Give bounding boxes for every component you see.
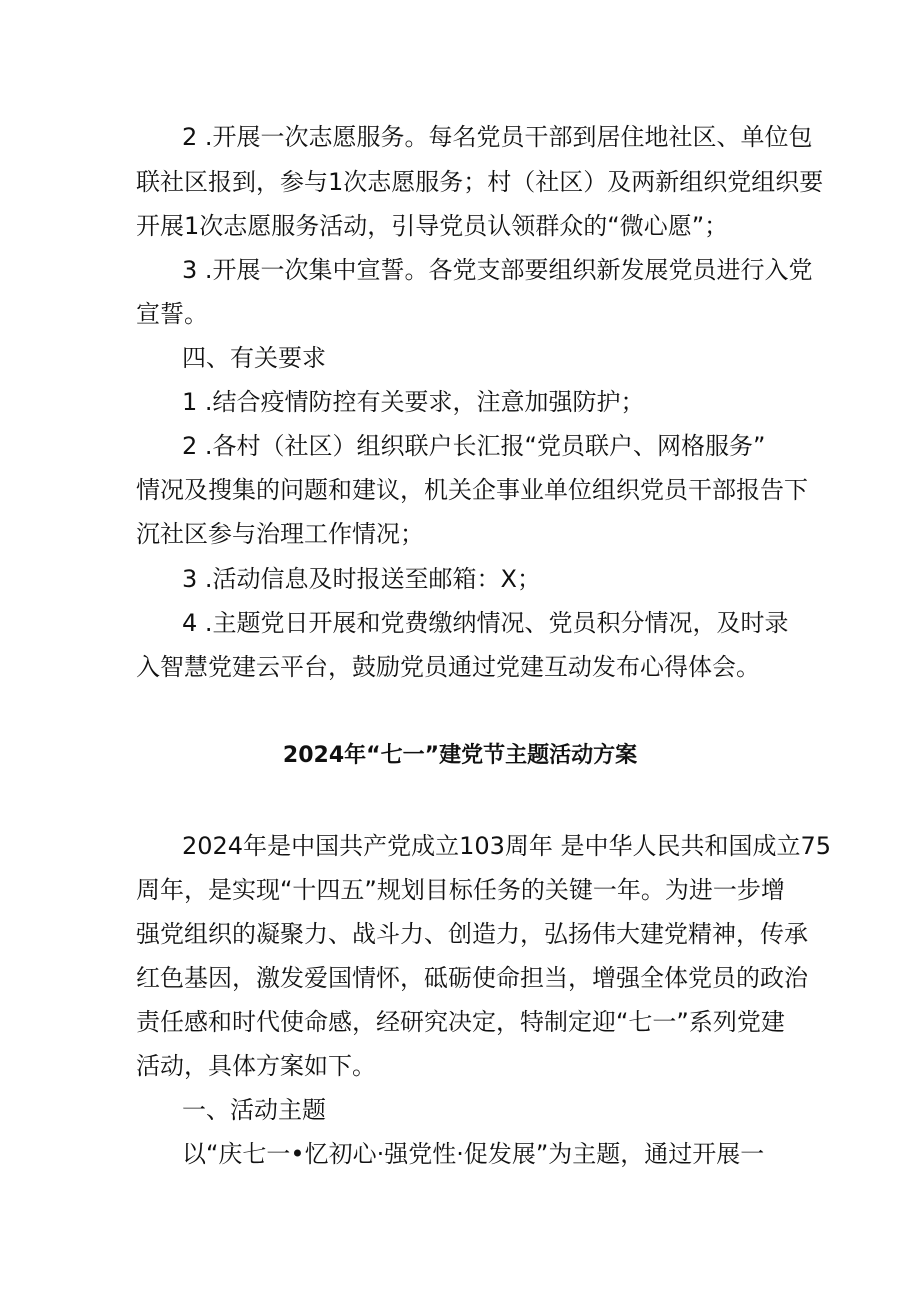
list-item: 1 .结合疫情防控有关要求，注意加强防护； — [182, 388, 645, 416]
paragraph-line: 情况及搜集的问题和建议，机关企事业单位组织党员干部报告下 — [136, 476, 808, 504]
section-heading: 四、有关要求 — [182, 344, 326, 372]
paragraph-line: 强党组织的凝聚力、战斗力、创造力，弘扬伟大建党精神，传承 — [136, 920, 808, 948]
paragraph-line: 沉社区参与治理工作情况； — [136, 520, 424, 548]
section-heading: 一、活动主题 — [182, 1096, 326, 1124]
list-item: 2 .各村（社区）组织联户长汇报“党员联户、网格服务” — [182, 432, 766, 460]
paragraph-line: 责任感和时代使命感，经研究决定，特制定迎“七一”系列党建 — [136, 1008, 785, 1036]
paragraph-line: 活动，具体方案如下。 — [136, 1052, 376, 1080]
paragraph-line: 3 .开展一次集中宣誓。各党支部要组织新发展党员进行入党 — [182, 256, 813, 284]
paragraph-line: 入智慧党建云平台，鼓励党员通过党建互动发布心得体会。 — [136, 653, 760, 681]
list-item: 4 .主题党日开展和党费缴纳情况、党员积分情况，及时录 — [182, 609, 789, 637]
paragraph-line: 2 .开展一次志愿服务。每名党员干部到居住地社区、单位包 — [182, 123, 813, 151]
paragraph-line: 2024年是中国共产党成立103周年 是中华人民共和国成立75 — [182, 832, 832, 860]
list-item: 3 .活动信息及时报送至邮箱：X； — [182, 565, 541, 593]
paragraph-line: 开展1次志愿服务活动，引导党员认领群众的“微心愿”； — [136, 212, 729, 240]
document-title: 2024年“七一”建党节主题活动方案 — [282, 743, 638, 768]
paragraph-line: 红色基因，激发爱国情怀，砥砺使命担当，增强全体党员的政治 — [136, 964, 808, 992]
paragraph-line: 以“庆七一•忆初心·强党性·促发展”为主题，通过开展一 — [182, 1140, 765, 1168]
paragraph-line: 周年，是实现“十四五”规划目标任务的关键一年。为进一步增 — [136, 876, 785, 904]
paragraph-line: 宣誓。 — [136, 300, 208, 328]
paragraph-line: 联社区报到，参与1次志愿服务；村（社区）及两新组织党组织要 — [136, 168, 824, 196]
